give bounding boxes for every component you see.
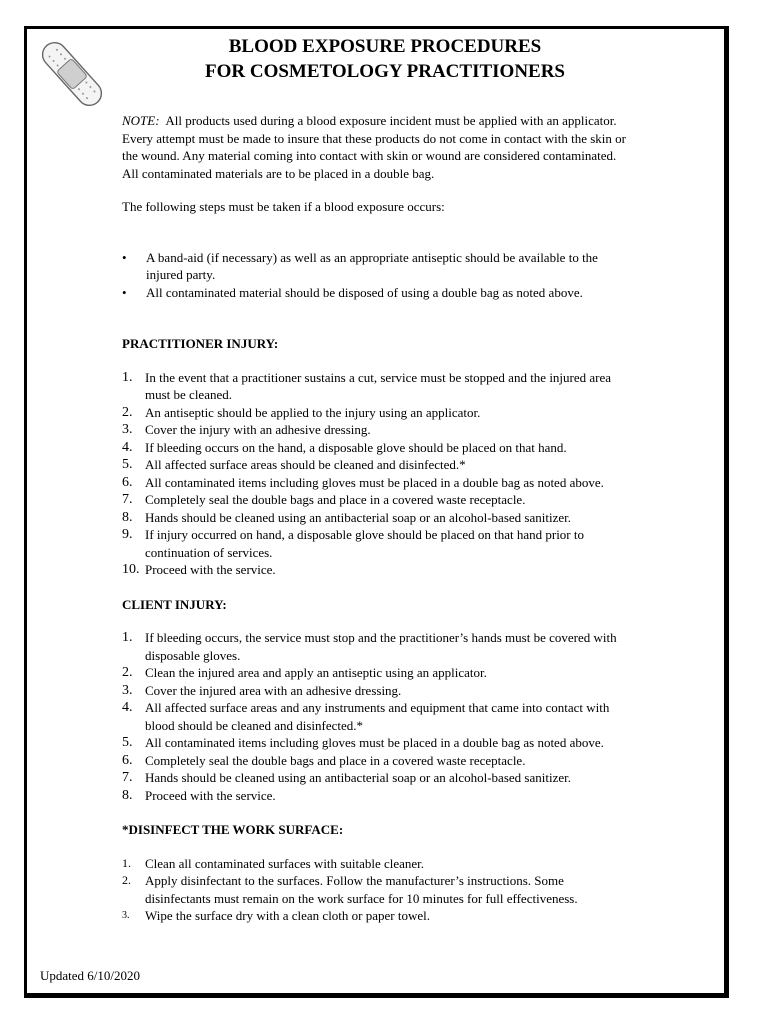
list-item (122, 682, 632, 700)
bullet-list (122, 249, 632, 302)
item-text: All affected surface areas and any instruments and equipment that came into contact with blood should be cleaned and disinfected.* (145, 700, 610, 733)
item-number: 8. (122, 787, 133, 803)
item-number: 3. (122, 682, 133, 698)
item-text: If bleeding occurs, the service must stop and the practitioner’s hands must be covered with disposable gloves. (145, 630, 617, 663)
item-text: Completely seal the double bags and place in a covered waste receptacle. (145, 492, 526, 507)
item-number: 2. (122, 665, 133, 680)
bullet-item (122, 249, 632, 284)
list-item (122, 439, 632, 457)
item-text: Clean all contaminated surfaces with suitable cleaner. (145, 855, 425, 871)
item-number: 9. (122, 527, 133, 542)
item-text: Hands should be cleaned using an antibacterial soap or an alcohol-based sanitizer. (145, 509, 571, 525)
updated-date: Updated 6/10/2020 (40, 968, 141, 983)
list-item (122, 872, 632, 907)
item-text: In the event that a practitioner sustains a cut, service must be stopped and the injured area must be cleaned. (145, 369, 612, 402)
list-item (122, 421, 632, 439)
item-text: Proceed with the service. (145, 562, 276, 577)
client-steps-list (122, 629, 632, 804)
item-text: Hands should be cleaned using an antibacterial soap or an alcohol-based sanitizer. (145, 770, 571, 785)
disinfect-steps-list (122, 855, 632, 925)
note-label: NOTE: (122, 113, 160, 128)
item-text: Completely seal the double bags and place in a covered waste receptacle. (145, 752, 526, 768)
practitioner-injury-heading: PRACTITIONER INJURY: (122, 336, 279, 351)
item-number: 5. (122, 457, 133, 472)
note-paragraph (122, 112, 632, 182)
list-item (122, 734, 632, 752)
list-item (122, 769, 632, 787)
item-text: Clean the injured area and apply an antiseptic using an applicator. (145, 665, 487, 680)
item-text: Apply disinfectant to the surfaces. Follow the manufacturer’s instructions. Some disinfectants must remain on the work surface for 10 minutes for full effectiveness. (145, 873, 578, 906)
bullet-item (122, 284, 632, 302)
list-item (122, 907, 632, 925)
list-item (122, 629, 632, 664)
item-text: All affected surface areas should be cleaned and disinfected.* (145, 457, 466, 472)
list-item (122, 404, 632, 422)
list-item (122, 474, 632, 492)
list-item (122, 509, 632, 527)
item-number: 2. (122, 873, 131, 887)
list-item (122, 526, 632, 561)
list-item (122, 664, 632, 682)
item-number: 8. (122, 509, 133, 525)
list-item (122, 369, 632, 404)
item-number: 3. (122, 422, 133, 437)
list-item (122, 855, 632, 873)
note-text: All products used during a blood exposure incident must be applied with an applicator. Every attempt must be made to insure that these products do not come in contact with the skin or the wound. Any material coming into contact with skin or wound are considered contaminated. All contaminated materials are to be placed in a double bag. (122, 113, 626, 181)
list-item (122, 787, 632, 805)
list-item (122, 456, 632, 474)
item-text: If bleeding occurs on the hand, a disposable glove should be placed on that hand. (145, 439, 567, 455)
steps-intro: The following steps must be taken if a blood exposure occurs: (122, 199, 445, 214)
item-number: 1. (122, 369, 133, 385)
bullet-glyph: • (122, 249, 127, 265)
list-item (122, 752, 632, 770)
item-number: 6. (122, 474, 133, 490)
title-line-1: BLOOD EXPOSURE PROCEDURES (228, 36, 542, 57)
list-item (122, 491, 632, 509)
item-number: 4. (122, 439, 133, 455)
bullet-text: All contaminated material should be disposed of using a double bag as noted above. (146, 284, 583, 300)
item-text: Cover the injured area with an adhesive dressing. (145, 682, 402, 698)
title-line-2: FOR COSMETOLOGY PRACTITIONERS (205, 61, 565, 82)
item-text: Proceed with the service. (145, 787, 276, 803)
item-number: 10. (122, 562, 140, 577)
item-text: If injury occurred on hand, a disposable glove should be placed on that hand prior to continuation of services. (145, 527, 584, 560)
item-text: Wipe the surface dry with a clean cloth or paper towel. (145, 908, 430, 923)
item-number: 4. (122, 700, 133, 715)
practitioner-steps-list (122, 369, 632, 579)
item-number: 1. (122, 855, 131, 870)
client-injury-heading: CLIENT INJURY: (122, 596, 227, 612)
item-number: 1. (122, 630, 133, 645)
disinfect-heading: *DISINFECT THE WORK SURFACE: (122, 822, 344, 837)
item-number: 6. (122, 752, 133, 768)
bullet-glyph: • (122, 284, 127, 300)
item-text: An antiseptic should be applied to the injury using an applicator. (145, 404, 481, 420)
bullet-text: A band-aid (if necessary) as well as an appropriate antiseptic should be available to the injured party. (146, 249, 598, 282)
item-text: Cover the injury with an adhesive dressing. (145, 422, 371, 437)
item-text: All contaminated items including gloves must be placed in a double bag as noted above. (145, 474, 604, 490)
list-item (122, 561, 632, 579)
page-title (0, 34, 770, 84)
item-text: All contaminated items including gloves must be placed in a double bag as noted above. (145, 735, 604, 750)
document-body (122, 112, 632, 925)
list-item (122, 699, 632, 734)
item-number: 5. (122, 735, 133, 750)
item-number: 7. (122, 770, 133, 785)
item-number: 3. (122, 910, 130, 921)
item-number: 2. (122, 404, 133, 420)
item-number: 7. (122, 492, 133, 507)
